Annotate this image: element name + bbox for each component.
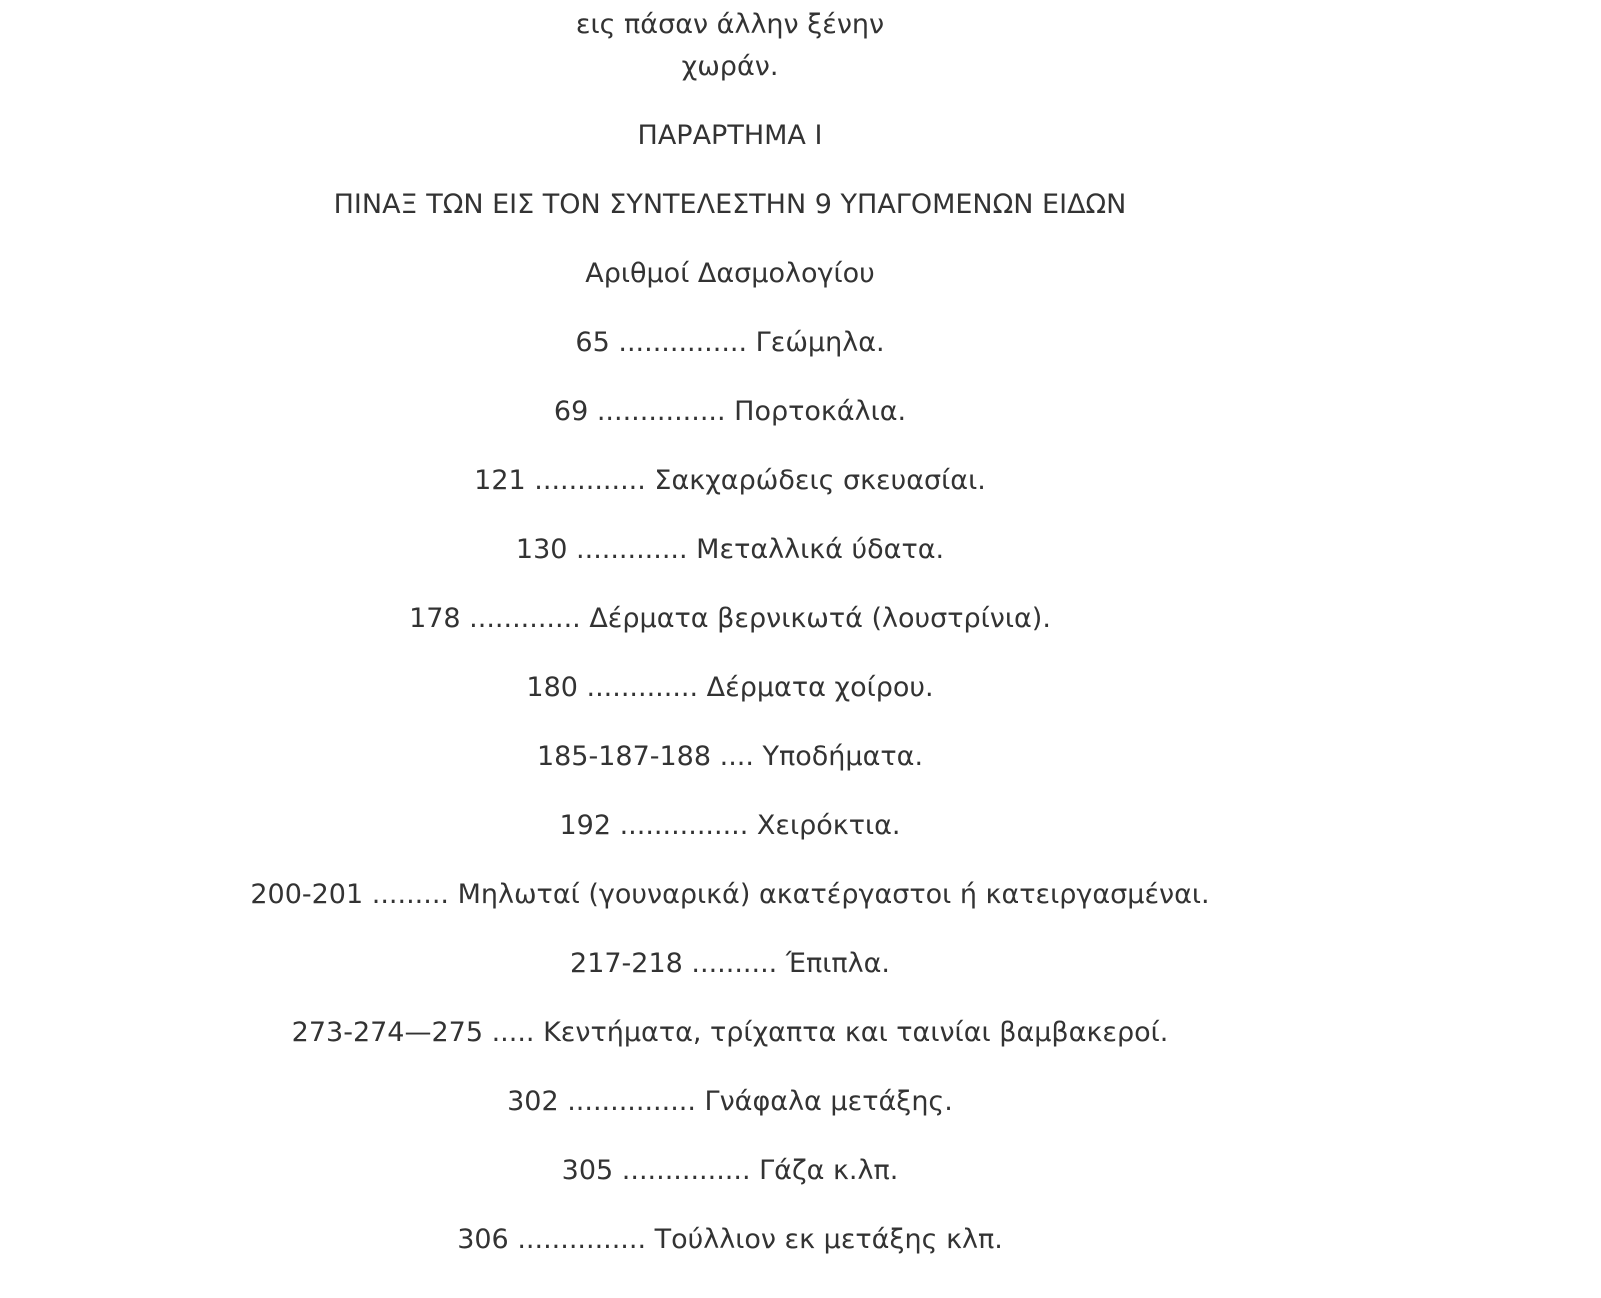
intro-paragraph [0,0,1460,88]
tariff-entry: 130 ............. Μεταλλικά ύδατα. [515,534,945,565]
tariff-entry: 200-201 ......... Μηλωταί (γουναρικά) ακατέργαστοι ή κατειργασμέναι. [250,879,1210,910]
tariff-entry: 65 ............... Γεώμηλα. [575,327,885,358]
tariff-entry: 185-187-188 .... Υποδήματα. [536,741,924,772]
tariff-entry: 273-274—275 ..... Κεντήματα, τρίχαπτα και ταινίαι βαμβακεροί. [291,1017,1169,1048]
tariff-entry: 305 ............... Γάζα κ.λπ. [561,1155,899,1186]
intro-line-1: εις πάσαν άλλην ξένην [575,9,885,40]
annex-title: ΠΑΡΑΡΤΗΜΑ I [637,120,823,151]
tariff-entry: 180 ............. Δέρματα χοίρου. [526,672,934,703]
tariff-entry: 306 ............... Τούλλιον εκ μετάξης κλπ. [457,1224,1003,1255]
tariff-entry: 121 ............. Σακχαρώδεις σκευασίαι. [474,465,986,496]
tariff-entry: 69 ............... Πορτοκάλια. [553,396,907,427]
table-title: ΠΙΝΑΞ ΤΩΝ ΕΙΣ ΤΟΝ ΣΥΝΤΕΛΕΣΤΗΝ 9 ΥΠΑΓΟΜΕΝΩΝ ΕΙΔΩΝ [333,189,1127,220]
tariff-entry: 302 ............... Γνάφαλα μετάξης. [507,1086,953,1117]
column-heading: Αριθμοί Δασμολογίου [585,258,875,289]
intro-line-2: χωράν. [681,51,779,82]
tariff-entry: 178 ............. Δέρματα βερνικωτά (λουστρίνια). [409,603,1051,634]
tariff-entry: 217-218 .......... Έπιπλα. [570,948,890,979]
tariff-entry: 192 ............... Χειρόκτια. [559,810,901,841]
